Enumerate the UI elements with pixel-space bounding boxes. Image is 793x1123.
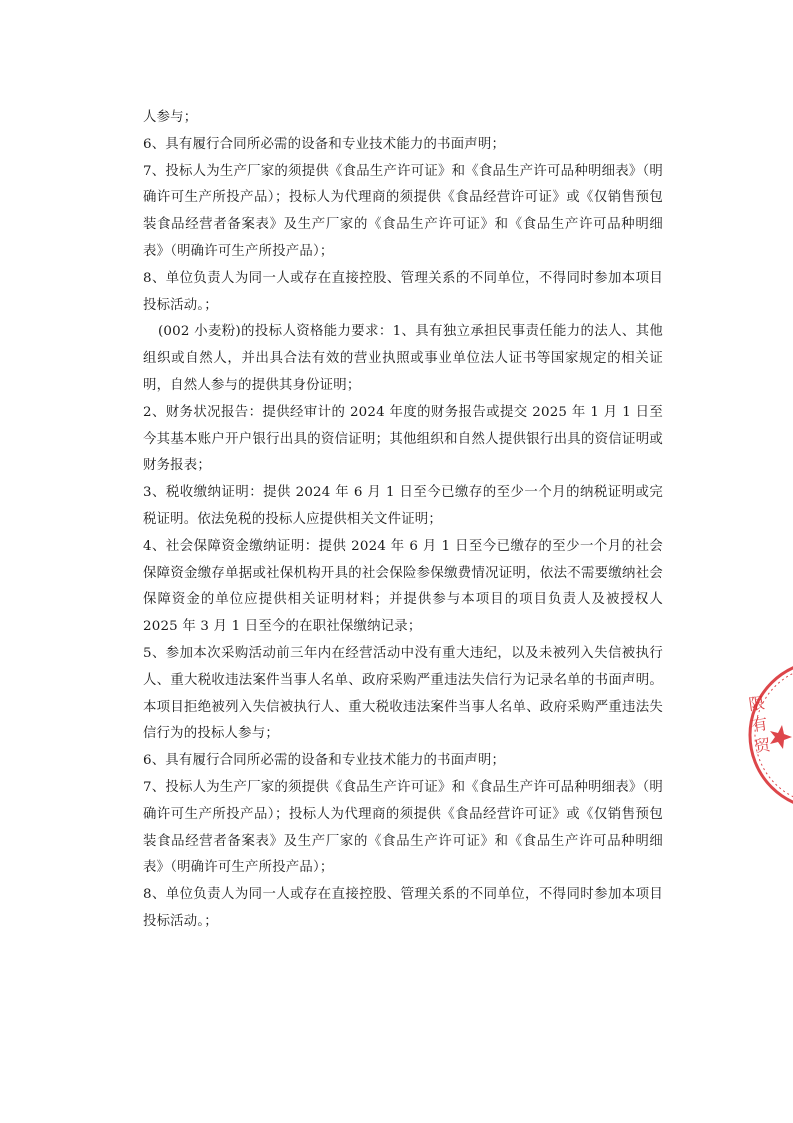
- paragraph: 7、投标人为生产厂家的须提供《食品生产许可证》和《食品生产许可品种明细表》（明确许可生产所投产品）；投标人为代理商的须提供《食品经营许可证》或《仅销售预包装食品经营者备案表》及生产厂家的《食品生产许可证》和《食品生产许可品种明细表》（明确许可生产所投产品）；: [143, 779, 663, 876]
- company-seal: [742, 655, 793, 815]
- paragraph: 8、单位负责人为同一人或存在直接控股、管理关系的不同单位，不得同时参加本项目投标活动。；: [143, 887, 663, 929]
- paragraph: 2、财务状况报告：提供经审计的 2024 年度的财务报告或提交 2025 年 1 月 1 日至今其基本账户开户银行出具的资信证明；其他组织和自然人提供银行出具的资信证明或财务报表；: [143, 404, 663, 474]
- document-body: [143, 105, 663, 936]
- paragraph: 4、社会保障资金缴纳证明：提供 2024 年 6 月 1 日至今已缴存的至少一个月的社会保障资金缴存单据或社保机构开具的社会保险参保缴费情况证明，依法不需要缴纳社会保障资金的单位应提供相关证明材料；并提供参与本项目的项目负责人及被授权人 2025 年 3 月 1 日至今的在职社保缴纳记录；: [143, 538, 663, 635]
- paragraph: 人参与；: [143, 110, 198, 125]
- paragraph: 6、具有履行合同所必需的设备和专业技术能力的书面声明；: [143, 753, 506, 769]
- paragraph: 7、投标人为生产厂家的须提供《食品生产许可证》和《食品生产许可品种明细表》（明确许可生产所投产品）；投标人为代理商的须提供《食品经营许可证》或《仅销售预包装食品经营者备案表》及生产厂家的《食品生产许可证》和《食品生产许可品种明细表》（明确许可生产所投产品）；: [143, 163, 663, 259]
- paragraph: 5、参加本次采购活动前三年内在经营活动中没有重大违纪，以及未被列入失信被执行人、重大税收违法案件当事人名单、政府采购严重违法失信行为记录名单的书面声明。本项目拒绝被列入失信被执行人、重大税收违法案件当事人名单、政府采购严重违法失信行为的投标人参与；: [143, 645, 663, 742]
- paragraph: 8、单位负责人为同一人或存在直接控股、管理关系的不同单位，不得同时参加本项目投标活动。；: [143, 270, 663, 313]
- paragraph: (002 小麦粉)的投标人资格能力要求：1、具有独立承担民事责任能力的法人、其他组织或自然人，并出具合法有效的营业执照或事业单位法人证书等国家规定的相关证明，自然人参与的提供其身份证明；: [143, 324, 663, 393]
- paragraph: 6、具有履行合同所必需的设备和专业技术能力的书面声明；: [143, 136, 506, 152]
- seal-text: 限 有 贸: [745, 694, 772, 755]
- paragraph: 3、税收缴纳证明：提供 2024 年 6 月 1 日至今已缴存的至少一个月的纳税证明或完税证明。依法免税的投标人应提供相关文件证明；: [143, 485, 663, 527]
